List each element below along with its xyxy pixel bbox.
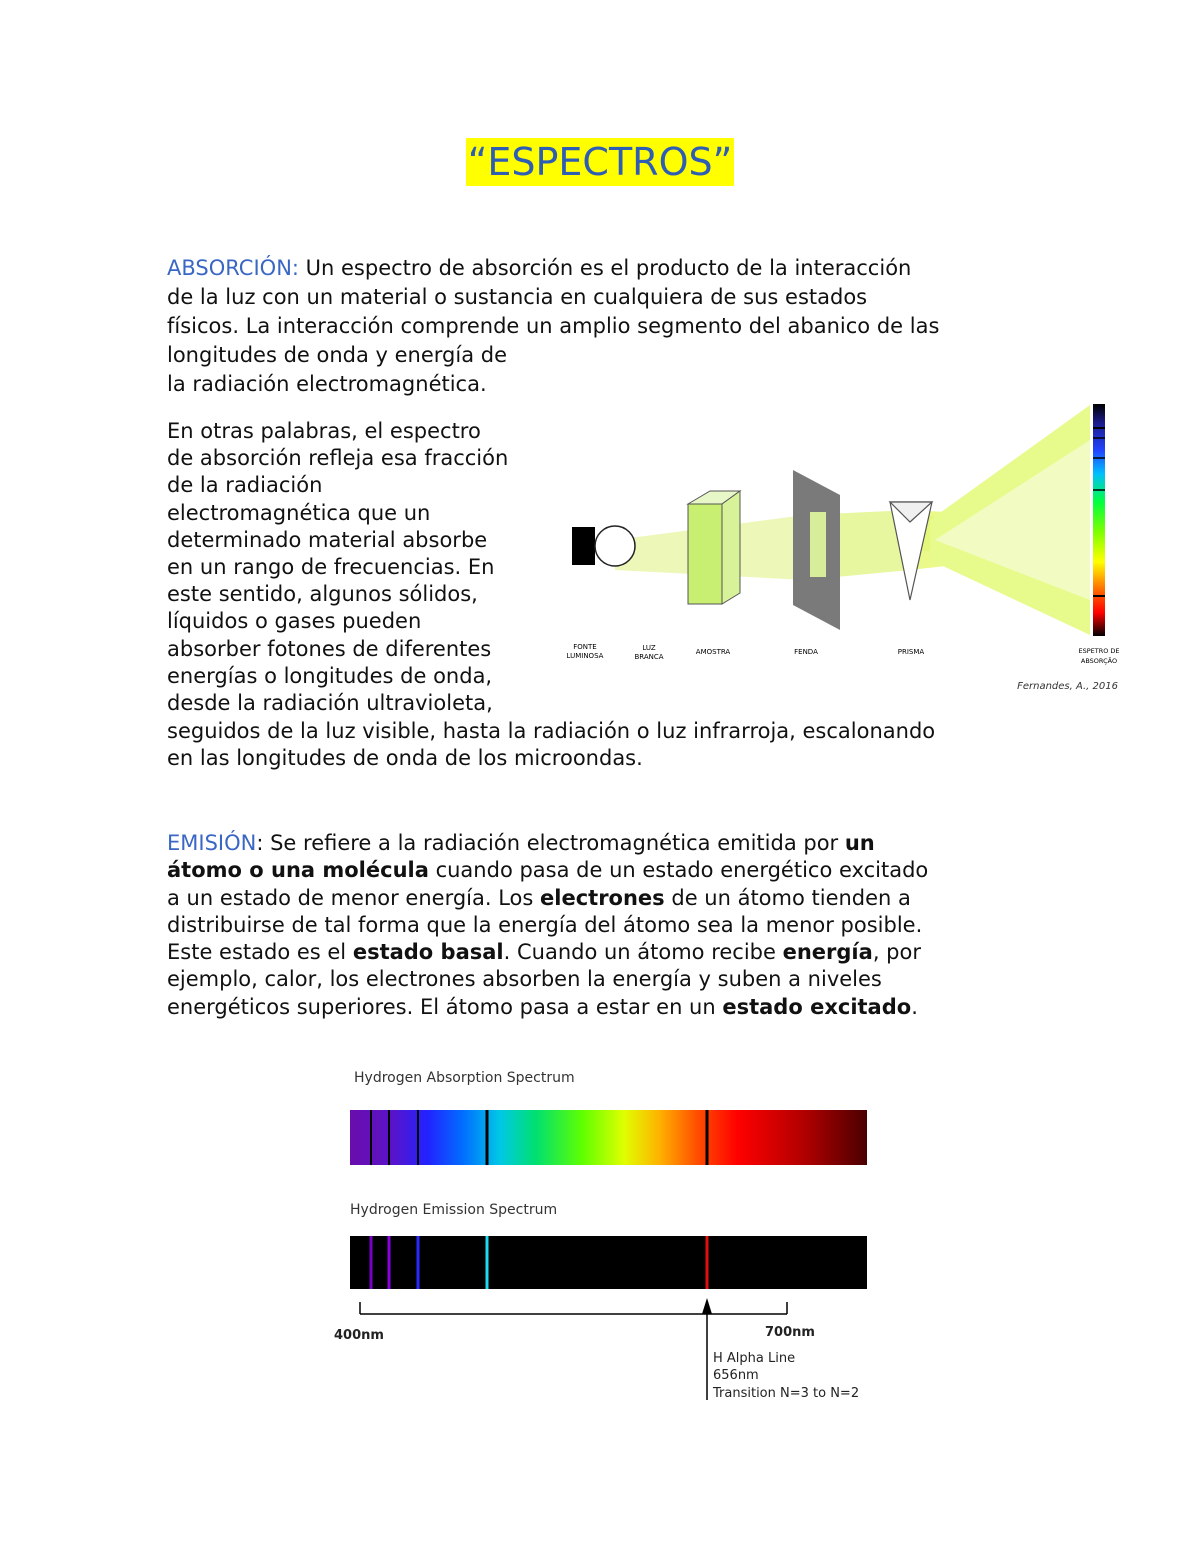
absorcion-line: Un espectro de absorción es el producto de la interacción xyxy=(298,256,912,280)
absorcion-left-line: de la radiación xyxy=(167,473,323,498)
page-title xyxy=(0,140,1200,184)
emision-bold: energía xyxy=(782,940,873,965)
absorcion-left-line: determinado material absorbe xyxy=(167,527,488,552)
label-espectro-2: ABSORÇÃO xyxy=(1080,657,1118,665)
absorcion-left-line: En otras palabras, el espectro xyxy=(167,419,481,443)
label-fonte: FONTE xyxy=(573,643,597,651)
light-source-block xyxy=(572,527,595,565)
absorcion-left-line: este sentido, algunos sólidos, xyxy=(167,582,478,607)
emision-text: , por xyxy=(872,940,921,965)
absorcion-intro xyxy=(167,254,1047,399)
tick-label-700: 700nm xyxy=(765,1325,815,1340)
absorcion-left-line: en un rango de frecuencias. En xyxy=(167,555,495,580)
emision-paragraph xyxy=(167,830,1067,1021)
absorcion-label: ABSORCIÓN: xyxy=(167,256,299,280)
emision-text: . Cuando un átomo recibe xyxy=(503,940,783,965)
emision-bold: electrones xyxy=(540,885,665,910)
emision-text: a un estado de menor energía. Los xyxy=(167,885,541,910)
emision-text: Este estado es el xyxy=(167,940,353,965)
absorcion-left-line: desde la radiación ultravioleta, xyxy=(167,691,493,716)
emision-text: de un átomo tienden a xyxy=(664,885,911,910)
absorcion-left-line: líquidos o gases pueden xyxy=(167,609,422,634)
label-espectro: ESPETRO DE xyxy=(1078,647,1120,655)
emision-text: : Se refiere a la radiación electromagnética emitida por xyxy=(256,831,845,855)
label-prisma: PRISMA xyxy=(897,648,925,656)
emision-text: distribuirse de tal forma que la energía del átomo sea la menor posible. xyxy=(167,912,923,937)
h-alpha-label: H Alpha Line xyxy=(713,1351,796,1366)
absorcion-left-line: energías o longitudes de onda, xyxy=(167,663,493,688)
hydrogen-spectra-figure xyxy=(320,1050,900,1410)
absorcion-bottom-line: seguidos de la luz visible, hasta la radiación o luz infrarroja, escalonando xyxy=(167,719,936,743)
h-alpha-wavelength: 656nm xyxy=(713,1368,759,1383)
absorption-diagram xyxy=(560,400,1140,700)
label-fenda: FENDA xyxy=(794,648,818,656)
absorcion-left-line: absorber fotones de diferentes xyxy=(167,636,492,661)
title-text: “ESPECTROS” xyxy=(467,140,733,184)
emision-text: energéticos superiores. El átomo pasa a estar en un xyxy=(167,994,723,1019)
label-fonte-2: LUMINOSA xyxy=(566,652,604,660)
absorcion-left-column xyxy=(167,418,567,717)
emision-bold: estado excitado xyxy=(722,994,912,1019)
emision-bold: átomo o una molécula xyxy=(167,858,429,883)
emission-spectrum-title: Hydrogen Emission Spectrum xyxy=(350,1202,558,1218)
absorcion-left-line: electromagnética que un xyxy=(167,500,431,525)
absorption-spectrum-bar xyxy=(350,1110,867,1165)
tick-label-400: 400nm xyxy=(334,1328,384,1343)
emision-label: EMISIÓN xyxy=(167,831,257,855)
absorcion-bottom xyxy=(167,718,1067,772)
sample-box xyxy=(688,504,722,604)
absorcion-bottom-line: en las longitudes de onda de los microondas. xyxy=(167,746,643,770)
absorcion-line: longitudes de onda y energía de xyxy=(167,343,507,367)
label-luz: LUZ xyxy=(642,644,656,652)
label-luz-2: BRANCA xyxy=(634,653,664,661)
absorcion-line: la radiación electromagnética. xyxy=(167,372,487,396)
label-amostra: AMOSTRA xyxy=(695,648,731,656)
diagram-credit: Fernandes, A., 2016 xyxy=(1017,681,1118,692)
absorcion-line: físicos. La interacción comprende un amplio segmento del abanico de las xyxy=(167,314,940,338)
emision-text: cuando pasa de un estado energético excitado xyxy=(428,858,929,883)
absorption-spectrum-bar xyxy=(1093,404,1105,636)
absorcion-left-line: de absorción refleja esa fracción xyxy=(167,446,509,471)
h-alpha-transition: Transition N=3 to N=2 xyxy=(713,1386,860,1401)
emision-text: . xyxy=(911,994,918,1019)
emission-spectrum-bar xyxy=(350,1236,867,1289)
light-source-bulb xyxy=(595,526,635,566)
emision-bold: estado basal xyxy=(352,940,504,965)
absorption-spectrum-title: Hydrogen Absorption Spectrum xyxy=(354,1070,575,1086)
emision-bold: un xyxy=(844,831,875,855)
emision-text: ejemplo, calor, los electrones absorben la energía y suben a niveles xyxy=(167,967,882,992)
absorcion-line: de la luz con un material o sustancia en cualquiera de sus estados xyxy=(167,285,868,309)
